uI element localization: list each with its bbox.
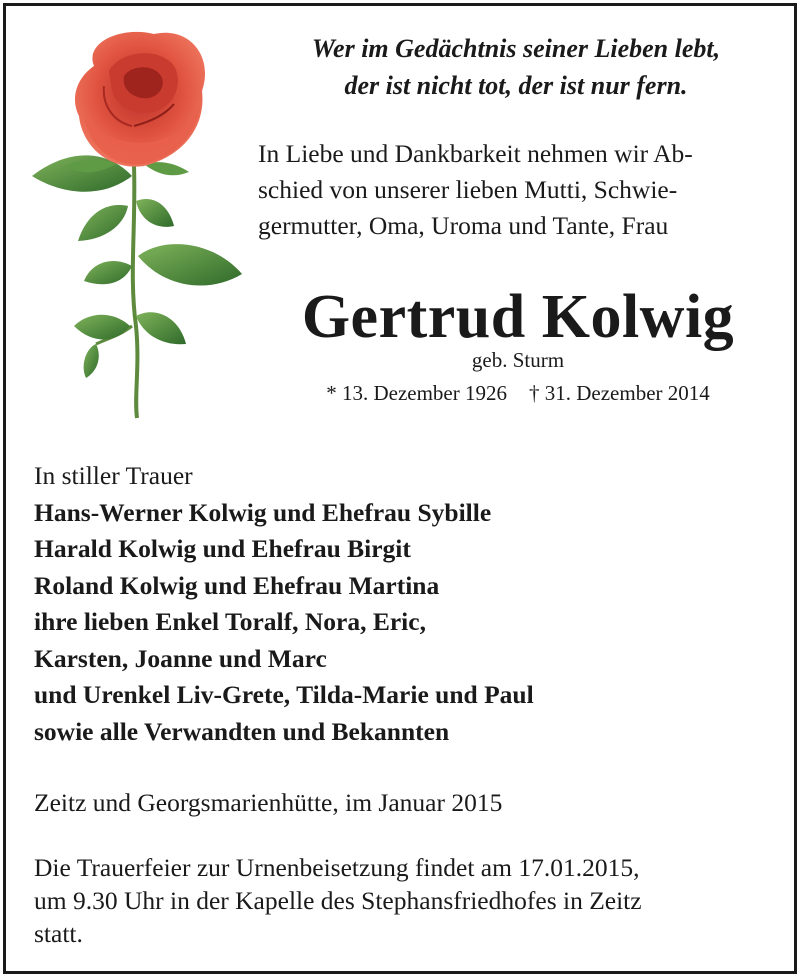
mourner-line: sowie alle Verwandten und Bekannten	[34, 716, 450, 746]
maiden-name: geb. Sturm	[471, 348, 565, 372]
ceremony-info	[34, 851, 780, 950]
mourners-list	[34, 458, 774, 750]
mourner-line: Harald Kolwig und Ehefrau Birgit	[34, 534, 411, 563]
ceremony-line: Die Trauerfeier zur Urnenbeisetzung findet am 17.01.2015,	[34, 853, 640, 882]
mourner-line: und Urenkel Liv-Grete, Tilda-Marie und Paul	[34, 680, 534, 709]
death-date: † 31. Dezember 2014	[529, 381, 710, 405]
mourners-heading: In stiller Trauer	[34, 461, 193, 490]
place-and-date: Zeitz und Georgsmarienhütte, im Januar 2015	[34, 788, 503, 817]
intro-line: schied von unserer lieben Mutti, Schwie-	[258, 175, 678, 204]
intro-line: germutter, Oma, Uroma und Tante, Frau	[258, 211, 669, 240]
mourner-line: ihre lieben Enkel Toralf, Nora, Eric,	[34, 607, 426, 636]
deceased-name: Gertrud Kolwig	[301, 283, 735, 351]
quote-line: der ist nicht tot, der ist nur fern.	[344, 71, 688, 100]
mourner-line: Hans-Werner Kolwig und Ehefrau Sybille	[34, 497, 492, 527]
mourner-line: Karsten, Joanne und Marc	[34, 643, 327, 673]
life-dates	[258, 380, 778, 406]
intro-text	[258, 136, 798, 244]
mourner-line: Roland Kolwig und Ehefrau Martina	[34, 570, 440, 600]
rose-icon	[24, 26, 254, 426]
ceremony-line: statt.	[34, 919, 83, 948]
birth-date: * 13. Dezember 1926	[326, 381, 507, 405]
obituary-notice	[3, 3, 797, 974]
memorial-quote	[256, 30, 776, 104]
intro-line: In Liebe und Dankbarkeit nehmen wir Ab-	[258, 139, 693, 168]
ceremony-line: um 9.30 Uhr in der Kapelle des Stephansfriedhofes in Zeitz	[34, 886, 642, 915]
quote-line: Wer im Gedächtnis seiner Lieben lebt,	[311, 34, 721, 63]
